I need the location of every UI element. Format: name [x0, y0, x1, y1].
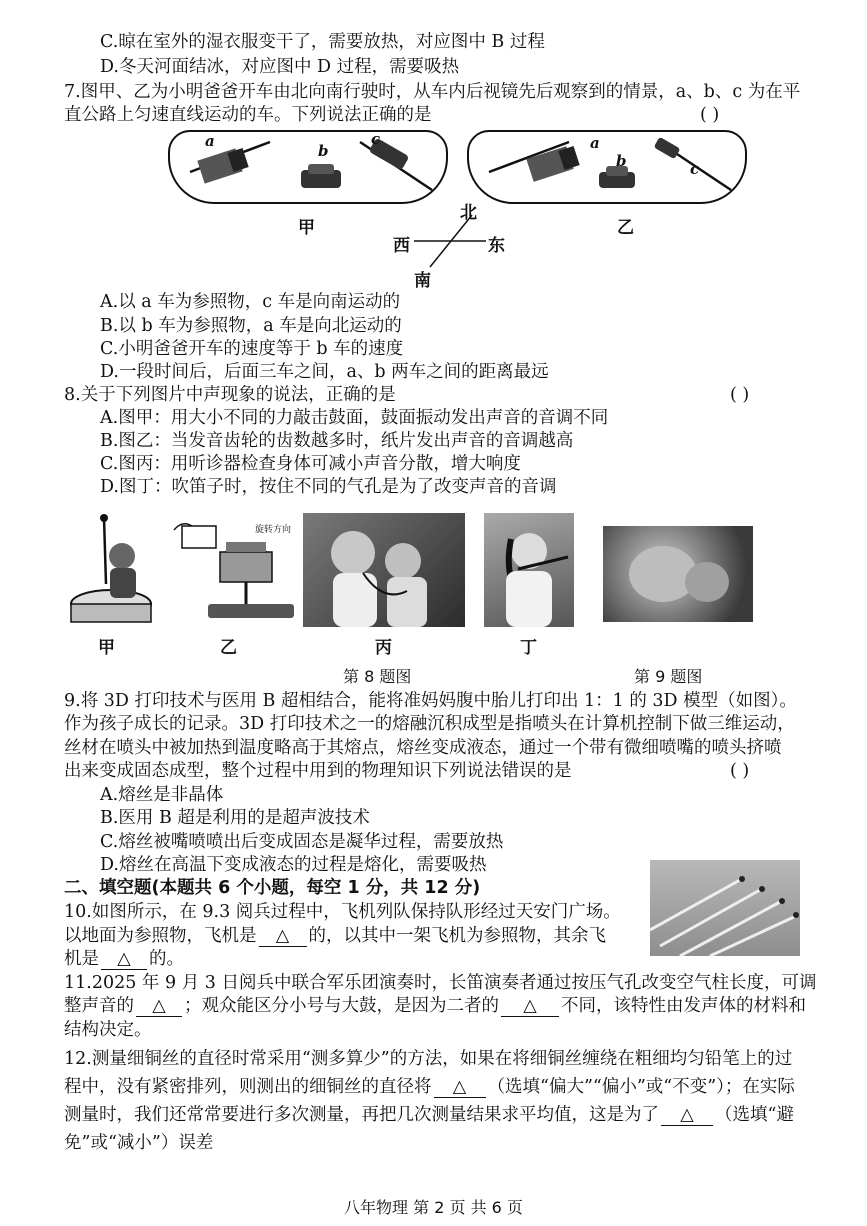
truck-a — [526, 146, 579, 182]
q11-line2-text-a: 整声音的 — [64, 996, 134, 1016]
q8-answer-paren: ( ) — [730, 385, 750, 405]
q7-stem-line2: 直公路上匀速直线运动的车。下列说法正确的是 — [64, 105, 432, 125]
q11-line2-text-b: ；观众能区分小号与大鼓，是因为二者的 — [184, 996, 499, 1016]
q11-blank-1[interactable]: △ — [136, 996, 182, 1017]
q6-option-c: C.晾在室外的湿衣服变干了，需要放热，对应图中 B 过程 — [100, 32, 545, 52]
q10-blank-2[interactable]: △ — [101, 949, 147, 970]
q10-line2-text-a: 以地面为参照物，飞机是 — [64, 926, 257, 946]
q9-option-a: A.熔丝是非晶体 — [100, 785, 224, 805]
compass-west: 西 — [393, 236, 410, 256]
q10-line1: 10.如图所示，在 9.3 阅兵过程中，飞机列队保持队形经过天安门广场。 — [64, 902, 621, 922]
page-footer: 八年物理 第 2 页 共 6 页 — [344, 1198, 523, 1217]
q9-option-b: B.医用 B 超是利用的是超声波技术 — [100, 808, 370, 828]
q11-line1: 11.2025 年 9 月 3 日阅兵中联合军乐团演奏时，长笛演奏者通过按压气孔改变空气柱长度，可调 — [64, 973, 817, 993]
figure-stethoscope-photo — [303, 513, 465, 627]
q11-blank-2[interactable]: △ — [501, 996, 559, 1017]
q11-line2 — [64, 994, 806, 1018]
stethoscope-photo-shapes — [303, 513, 465, 627]
figure-flute-photo — [484, 513, 574, 627]
q12-line4: 免”或“减小”）误差 — [64, 1133, 214, 1153]
flute-photo-shapes — [484, 513, 574, 627]
q8-option-c: C.图丙：用听诊器检查身体可减小声音分散，增大响度 — [100, 454, 521, 474]
q12-line2 — [64, 1075, 795, 1099]
q8-option-b: B.图乙：当发音齿轮的齿数越多时，纸片发出声音的音调越高 — [100, 431, 574, 451]
q10-blank-1[interactable]: △ — [259, 926, 307, 947]
car-label-a-right: a — [590, 134, 600, 152]
mirror-right — [467, 130, 747, 204]
q10-line3-text-b: 的。 — [149, 949, 184, 969]
compass-east: 东 — [488, 236, 505, 256]
q10-line2 — [64, 924, 606, 948]
model-photo-shapes — [603, 526, 753, 622]
caption-q9: 第 9 题图 — [634, 667, 703, 686]
q12-line2-text-a: 程中，没有紧密排列，则测出的细铜丝的直径将 — [64, 1077, 432, 1097]
q9-stem-line1: 9.将 3D 打印技术与医用 B 超相结合，能将准妈妈腹中胎儿打印出 1：1 的 3D 模型（如图）。 — [64, 691, 797, 711]
q7-option-a: A.以 a 车为参照物，c 车是向南运动的 — [100, 292, 401, 312]
mirror-right-scene — [469, 132, 745, 202]
mirror-left-label: 甲 — [298, 218, 315, 238]
q10-line2-text-b: 的，以其中一架飞机为参照物，其余飞 — [308, 926, 606, 946]
q12-blank-1[interactable]: △ — [434, 1077, 486, 1098]
q9-stem-line3: 丝材在喷头中被加热到温度略高于其熔点，熔丝变成液态，通过一个带有微细喷嘴的喷头挤喷 — [64, 738, 782, 758]
q9-option-c: C.熔丝被嘴喷喷出后变成固态是凝华过程，需要放热 — [100, 832, 504, 852]
q8-stem: 8.关于下列图片中声现象的说法，正确的是 — [64, 385, 396, 405]
q9-answer-paren: ( ) — [730, 761, 750, 781]
fig-label-ding: 丁 — [520, 638, 537, 658]
q12-line3-text-a: 测量时，我们还常常要进行多次测量，再把几次测量结果求平均值，这是为了 — [64, 1105, 659, 1125]
car-c — [654, 137, 681, 159]
aircraft-formation-shapes — [650, 860, 800, 956]
q12-blank-2[interactable]: △ — [661, 1105, 713, 1126]
q7-option-d: D.一段时间后，后面三车之间，a、b 两车之间的距离最远 — [100, 362, 549, 382]
q7-answer-paren: ( ) — [700, 105, 720, 125]
q8-option-a: A.图甲：用大小不同的力敲击鼓面，鼓面振动发出声音的音调不同 — [100, 408, 609, 428]
car-b — [301, 164, 341, 188]
fig-label-bing: 丙 — [375, 638, 392, 658]
figure-drum — [66, 512, 156, 632]
compass-south: 南 — [414, 271, 431, 291]
q12-line3 — [64, 1103, 794, 1127]
mirror-right-label: 乙 — [617, 218, 634, 238]
q6-option-d: D.冬天河面结冰，对应图中 D 过程，需要吸热 — [100, 57, 460, 77]
car-label-a-left: a — [205, 132, 215, 150]
fig-label-jia: 甲 — [98, 638, 115, 658]
q7-option-b: B.以 b 车为参照物，a 车是向北运动的 — [100, 316, 402, 336]
rotation-direction-label: 旋转方向 — [255, 525, 292, 535]
compass-north: 北 — [460, 203, 477, 223]
car-label-b-right: b — [616, 152, 627, 170]
fig-label-yi: 乙 — [220, 638, 237, 658]
q7-option-c: C.小明爸爸开车的速度等于 b 车的速度 — [100, 339, 404, 359]
section-fill-in-heading: 二、填空题(本题共 6 个小题，每空 1 分，共 12 分) — [64, 878, 481, 898]
q10-line3 — [64, 947, 184, 971]
caption-q8: 第 8 题图 — [343, 667, 412, 686]
q9-option-d: D.熔丝在高温下变成液态的过程是熔化，需要吸热 — [100, 855, 487, 875]
q12-line1: 12.测量细铜丝的直径时常采用“测多算少”的方法，如果在将细铜丝缠绕在粗细均匀铅笔上的过 — [64, 1049, 793, 1069]
figure-3d-model-photo — [603, 526, 753, 622]
q9-stem-line2: 作为孩子成长的记录。3D 打印技术之一的熔融沉积成型是指喷头在计算机控制下做三维运动， — [64, 714, 795, 734]
figure-aircraft-formation-photo — [650, 860, 800, 956]
q12-line3-text-b: （选填“避 — [715, 1105, 794, 1125]
q11-line3: 结构决定。 — [64, 1020, 152, 1040]
car-label-c-right: c — [690, 160, 700, 178]
q10-line3-text-a: 机是 — [64, 949, 99, 969]
car-label-b-left: b — [318, 142, 329, 160]
q7-stem-line1: 7.图甲、乙为小明爸爸开车由北向南行驶时，从车内后视镜先后观察到的情景，a、b、c 为在平 — [64, 82, 801, 102]
q11-line2-text-c: 不同，该特性由发声体的材料和 — [561, 996, 806, 1016]
q9-stem-line4: 出来变成固态成型，整个过程中用到的物理知识下列说法错误的是 — [64, 761, 572, 781]
truck-a — [197, 148, 248, 184]
q8-option-d: D.图丁：吹笛子时，按住不同的气孔是为了改变声音的音调 — [100, 477, 557, 497]
q12-line2-text-b: （选填“偏大”“偏小”或“不变”）；在实际 — [487, 1077, 795, 1097]
car-label-c-left: c — [371, 130, 381, 148]
